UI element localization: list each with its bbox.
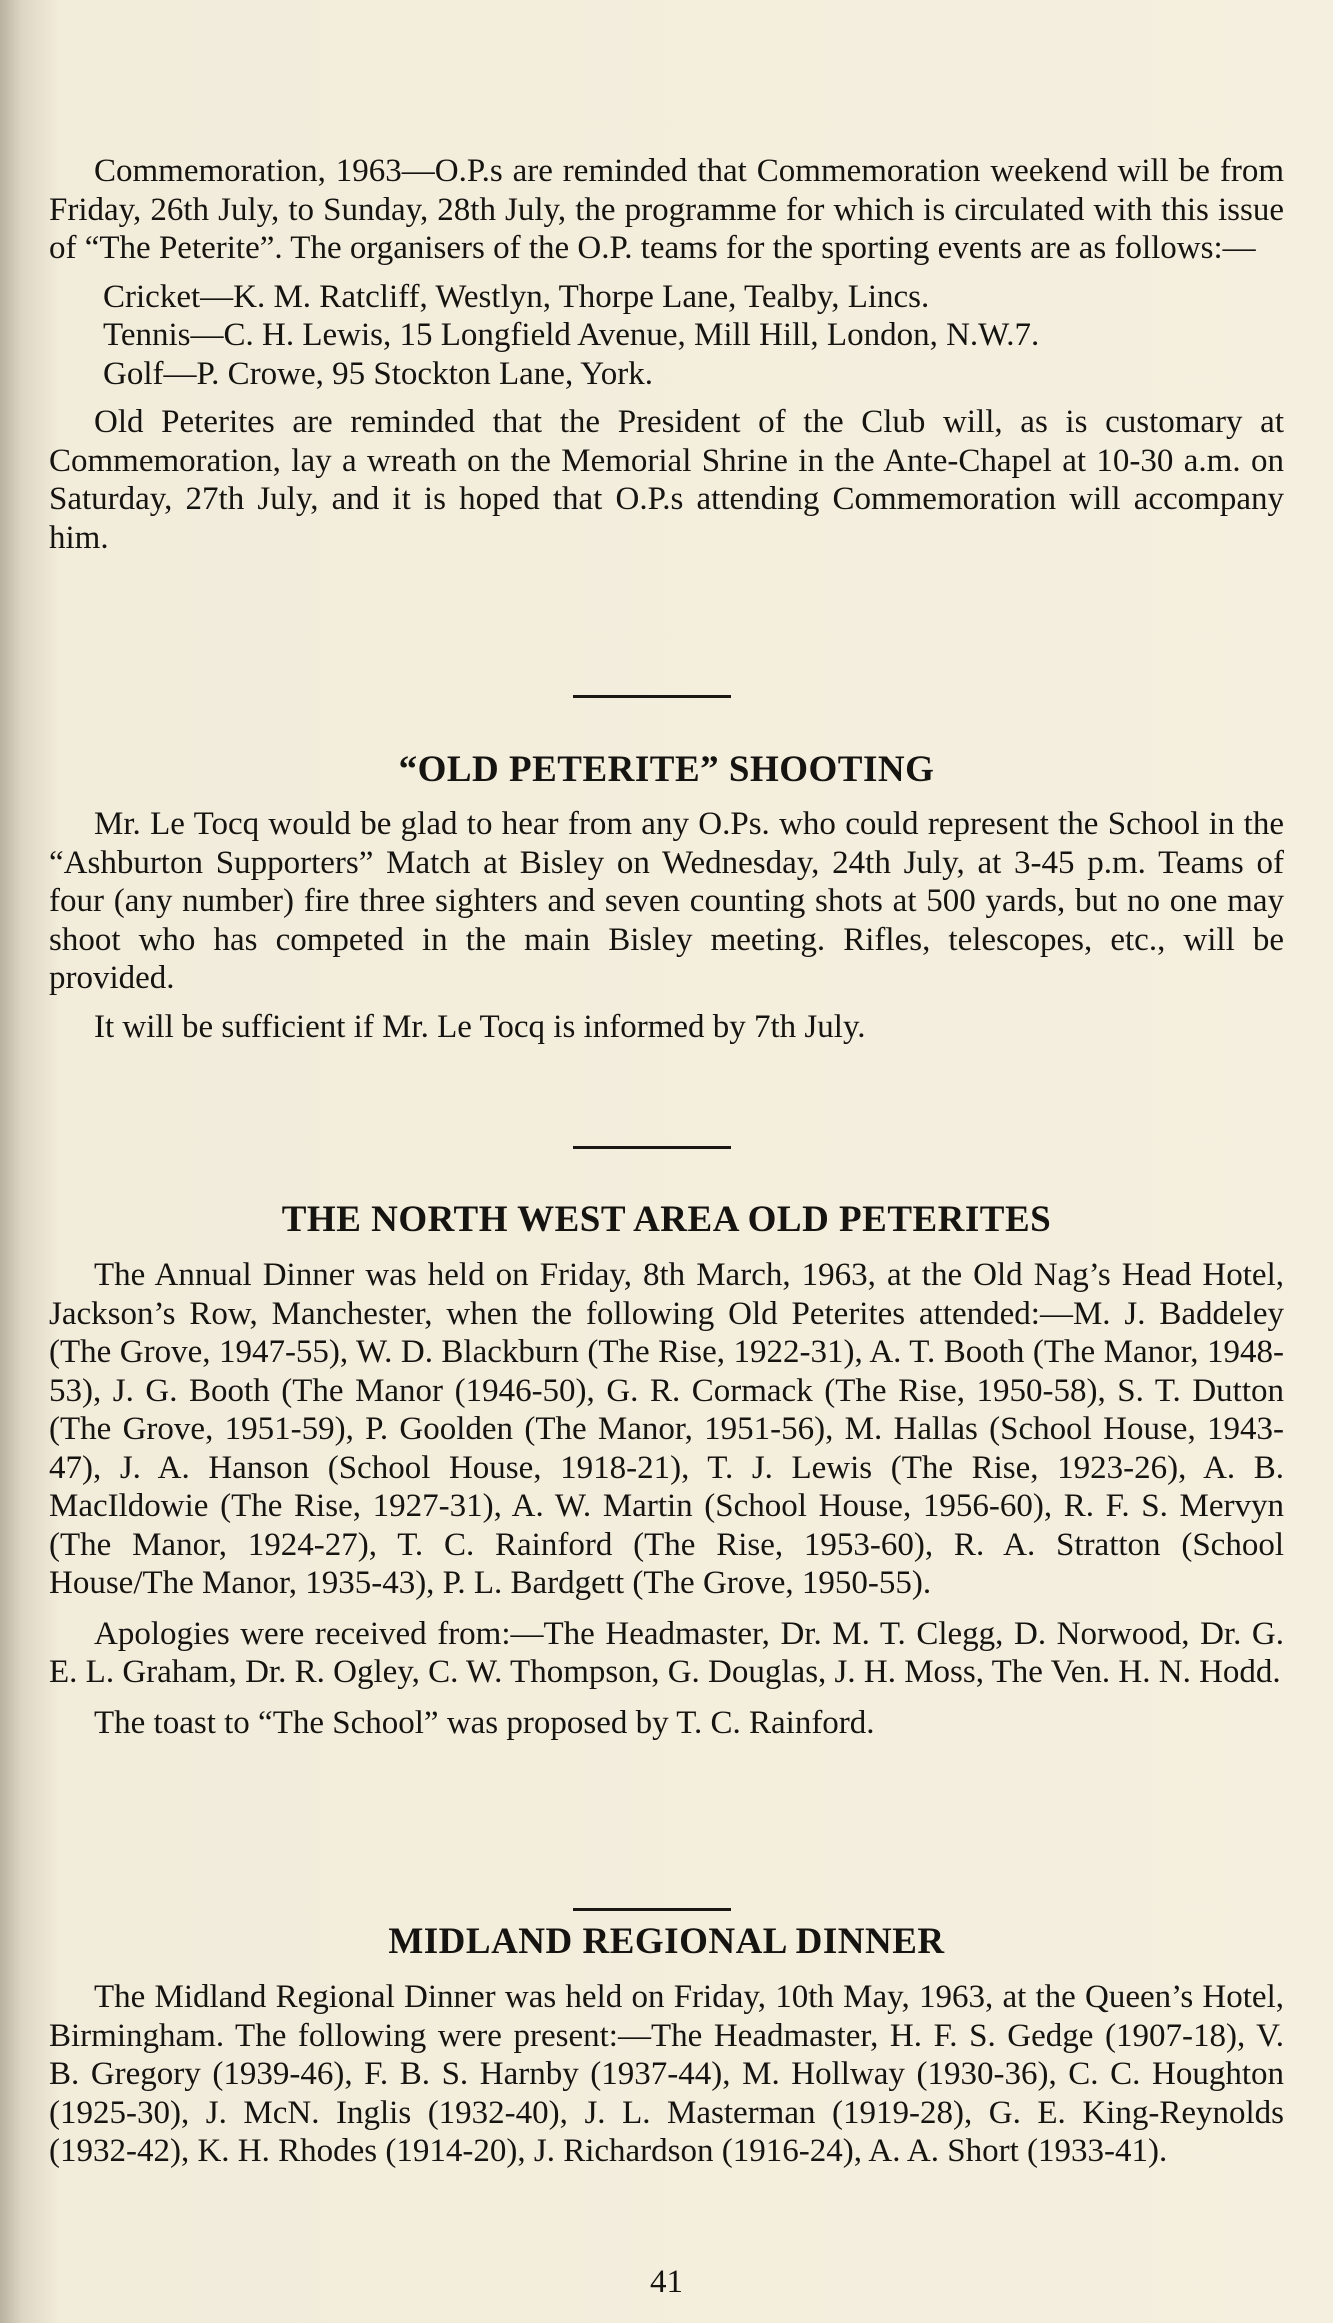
shooting-paragraph: Mr. Le Tocq would be glad to hear from any O.Ps. who could represent the School in the “Ashburton Supporters” Match at Bisley on Wednesday, 24th July, at 3-45 p.m. Teams of four (any number) fire three sighters and seven counting shots at 500 yards, but no one may shoot who has competed in the main Bisley meeting. Rifles, telescopes, etc., will be provided. — [49, 806, 1284, 996]
wreath-paragraph: Old Peterites are reminded that the President of the Club will, as is customary at Commemoration, lay a wreath on the Memorial Shrine in the Ante-Chapel at 10-30 a.m. on Saturday, 27th July, and it is hoped that O.P.s attending Commemoration will accompany him. — [49, 404, 1284, 556]
annual-dinner-paragraph: The Annual Dinner was held on Friday, 8th March, 1963, at the Old Nag’s Head Hotel, Jackson’s Row, Manchester, when the following Old Peterites attended:—M. J. Baddeley (The Grove, 1947-55), W. D. Blackburn (The Rise, 1922-31), A. T. Booth (The Manor, 1948-53), J. G. Booth (The Manor (1946-50), G. R. Cormack (The Rise, 1950-58), S. T. Dutton (The Grove, 1951-59), P. Goolden (The Manor, 1951-56), M. Hallas (School House, 1943-47), J. A. Hanson (School House, 1918-21), T. J. Lewis (The Rise, 1923-26), A. B. MacIldowie (The Rise, 1927-31), A. W. Martin (School House, 1956-60), R. F. S. Mervyn (The Manor, 1924-27), T. C. Rainford (The Rise, 1953-60), R. A. Stratton (School House/The Manor, 1935-43), P. L. Bardgett (The Grove, 1950-55). — [49, 1257, 1284, 1601]
section-divider — [573, 1146, 731, 1149]
section-heading-north-west: THE NORTH WEST AREA OLD PETERITES — [281, 1199, 1052, 1240]
list-item-golf: Golf—P. Crowe, 95 Stockton Lane, York. — [103, 355, 653, 392]
commemoration-section — [49, 152, 1284, 557]
section-divider — [573, 1908, 731, 1911]
apologies-paragraph: Apologies were received from:—The Headmaster, Dr. M. T. Clegg, D. Norwood, Dr. G. E. L. Graham, Dr. R. Ogley, C. W. Thompson, G. Douglas, J. H. Moss, The Ven. H. N. Hodd. — [49, 1615, 1284, 1690]
north-west-section — [49, 1256, 1284, 1742]
midland-dinner-paragraph: The Midland Regional Dinner was held on Friday, 10th May, 1963, at the Queen’s Hotel, Birmingham. The following were present:—The Headmaster, H. F. S. Gedge (1907-18), V. B. Gregory (1939-46), F. B. S. Harnby (1937-44), M. Hollway (1930-36), C. C. Houghton (1925-30), J. McN. Inglis (1932-40), J. L. Masterman (1919-28), G. E. King-Reynolds (1932-42), K. H. Rhodes (1914-20), J. Richardson (1916-24), A. A. Short (1933-41). — [49, 1979, 1284, 2169]
list-item-cricket: Cricket—K. M. Ratcliff, Westlyn, Thorpe Lane, Tealby, Lincs. — [103, 278, 930, 315]
page-number: 41 — [650, 2264, 683, 2300]
commemoration-paragraph: Commemoration, 1963—O.P.s are reminded that Commemoration weekend will be from Friday, 26th July, to Sunday, 28th July, the programme for which is circulated with this issue of “The Peterite”. The organisers of the O.P. teams for the sporting events are as follows:— — [49, 153, 1284, 266]
list-item-tennis: Tennis—C. H. Lewis, 15 Longfield Avenue, Mill Hill, London, N.W.7. — [103, 317, 1040, 353]
shooting-deadline-paragraph: It will be sufficient if Mr. Le Tocq is informed by 7th July. — [94, 1008, 866, 1045]
section-heading-shooting: “OLD PETERITE” SHOOTING — [398, 749, 935, 790]
section-divider — [573, 695, 731, 698]
shooting-section — [49, 805, 1284, 1046]
midland-section — [49, 1978, 1284, 2171]
section-heading-midland: MIDLAND REGIONAL DINNER — [388, 1921, 945, 1962]
toast-paragraph: The toast to “The School” was proposed by T. C. Rainford. — [94, 1704, 875, 1741]
